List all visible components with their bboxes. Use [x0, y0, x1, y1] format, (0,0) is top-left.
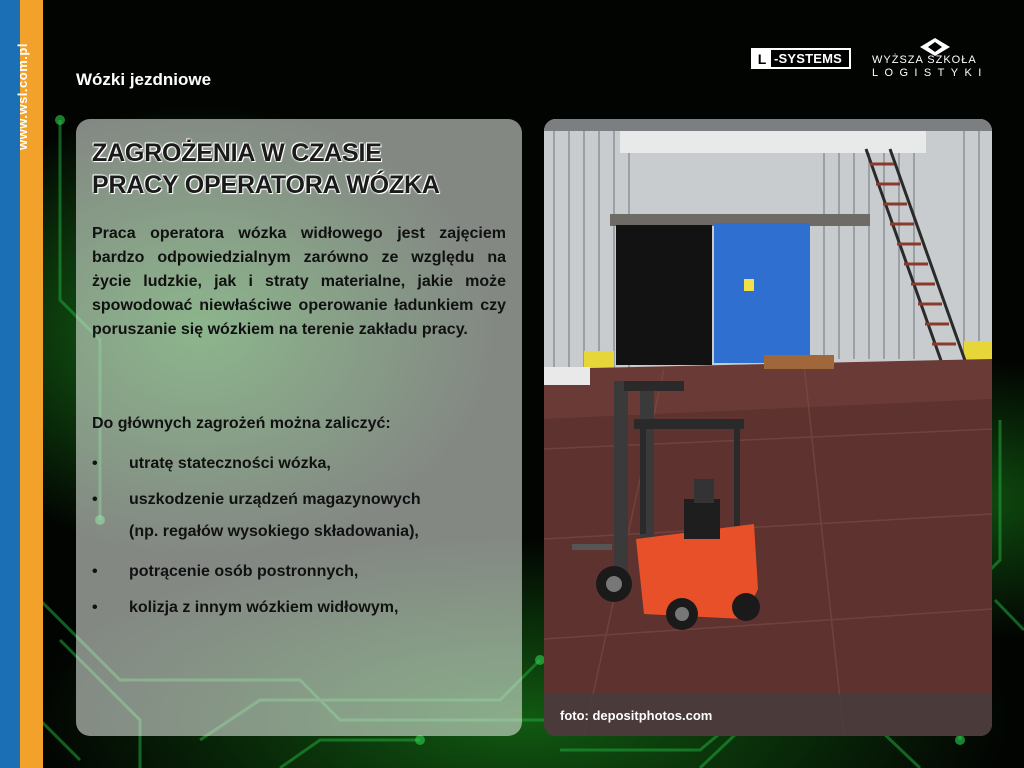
list-item-text: uszkodzenie urządzeń magazynowych: [129, 491, 421, 508]
bullet-icon: •: [92, 455, 98, 472]
forklift-photo: [544, 119, 992, 736]
list-item: [92, 488, 512, 524]
hazard-list: [92, 452, 512, 524]
wsl-logo-bottom-text: LOGISTYKI: [872, 67, 988, 79]
panel-subheading: Do głównych zagrożeń można zaliczyć:: [92, 415, 391, 432]
list-item-text: potrącenie osób postronnych,: [129, 563, 359, 580]
slide-title: Wózki jezdniowe: [76, 70, 212, 89]
panel-heading: [92, 137, 512, 201]
panel-heading-line1: ZAGROŻENIA W CZASIE: [92, 139, 382, 167]
caption-bar: [544, 694, 992, 736]
panel-heading-line2: PRACY OPERATORA WÓZKA: [92, 171, 440, 199]
list-item-text: utratę stateczności wózka,: [129, 455, 331, 472]
l-systems-logo-letter: L: [753, 50, 771, 67]
content-panel: [76, 119, 522, 736]
list-item: [92, 452, 512, 488]
list-item-continuation: (np. regałów wysokiego składowania),: [129, 523, 419, 540]
warehouse-illustration: [544, 119, 992, 736]
list-item: [92, 596, 512, 632]
wsl-logo-top-text: WYŻSZA SZKOŁA: [872, 54, 977, 66]
panel-paragraph: Praca operatora wózka widłowego jest zajęciem bardzo odpowiedzialnym zarówno ze względu na życie ludzkie, jak i straty materialne, jakie może spowodować niewłaściwe operowanie ładunkiem czy poruszanie się wózkiem na terenie zakładu pracy.: [92, 225, 506, 338]
list-item: [92, 560, 512, 596]
photo-caption: foto: depositphotos.com: [560, 708, 713, 723]
bullet-icon: •: [92, 599, 98, 616]
l-systems-logo: [751, 48, 851, 69]
l-systems-logo-text: -SYSTEMS: [774, 51, 843, 66]
hazard-list-continued: [92, 560, 512, 632]
list-item-text: kolizja z innym wózkiem widłowym,: [129, 599, 399, 616]
website-link[interactable]: www.wsl.com.pl: [15, 43, 30, 150]
bullet-icon: •: [92, 563, 98, 580]
bullet-icon: •: [92, 491, 98, 508]
wsl-logo: [872, 38, 994, 82]
